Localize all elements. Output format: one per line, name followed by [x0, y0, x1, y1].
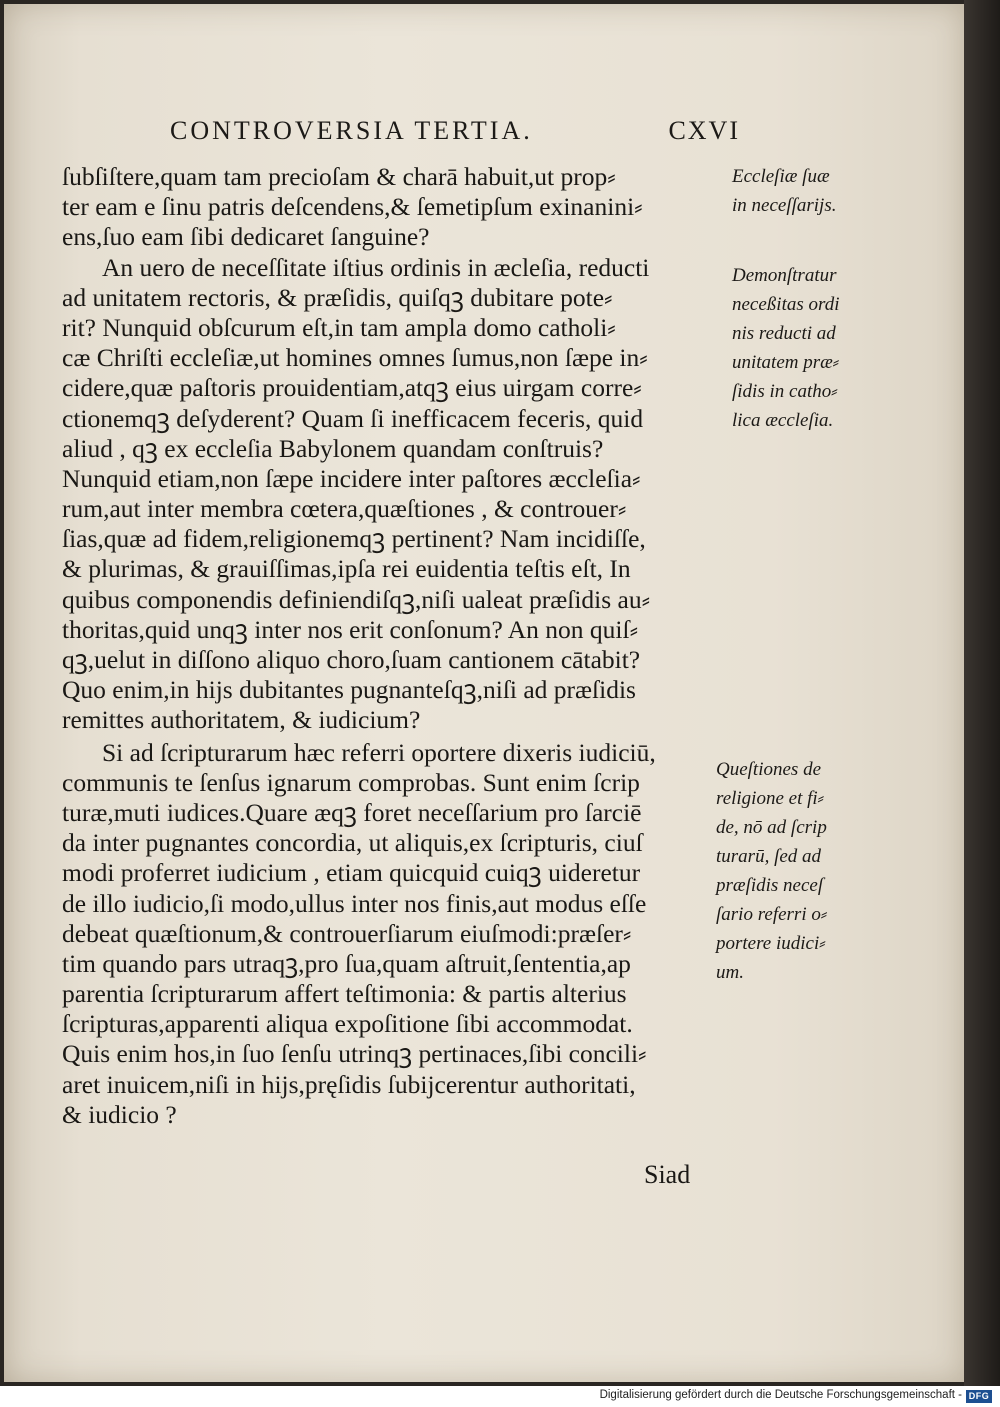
marginal-line: um. [716, 962, 744, 983]
marginal-line: Eccleſiæ ſuæ [732, 166, 830, 187]
running-title: CONTROVERSIA TERTIA. [170, 116, 533, 145]
text-line: rum,aut inter membra cœtera,quæſtiones , & controuer⸗ [62, 494, 627, 524]
text-line: modi proferret iudicium , etiam quicquid cuiqꝫ uideretur [62, 858, 641, 888]
marginal-line: ſidis in catho⸗ [732, 381, 838, 402]
text-line: rit? Nunquid obſcurum eſt,in tam ampla domo catholi⸗ [62, 312, 616, 342]
marginal-line: neceßitas ordi [732, 294, 840, 315]
text-line: tim quando pars utraqꝫ,pro ſua,quam aſtruit,ſententia,ap [62, 948, 631, 978]
marginal-line: nis reducti ad [732, 323, 836, 344]
text-line: ſcripturas,apparenti aliqua expoſitione ſibi accommodat. [62, 1009, 633, 1039]
page-edge-shadow [964, 0, 1000, 1386]
marginal-note-3 [716, 755, 827, 987]
text-line: Quis enim hos,in ſuo ſenſu utrinqꝫ pertinaces,ſibi concili⸗ [62, 1039, 647, 1069]
text-line: cidere,quæ paſtoris prouidentiam,atqꝫ eius uirgam corre⸗ [62, 373, 642, 403]
marginal-line: unitatem præ⸗ [732, 352, 840, 373]
text-line: cæ Chriſti eccleſiæ,ut homines omnes ſumus,non ſæpe in⸗ [62, 343, 648, 373]
marginal-line: ſario referri o⸗ [716, 904, 828, 925]
text-line: aliud , qꝫ ex eccleſia Babylonem quandam conſtruis? [62, 433, 604, 463]
text-line: ens,ſuo eam ſibi dedicaret ſanguine? [62, 222, 430, 252]
marginal-line: turarū, ſed ad [716, 846, 822, 867]
text-line: ter eam e ſinu patris deſcendens,& ſemetipſum exinanini⸗ [62, 192, 643, 222]
folio-number: CXVI [668, 116, 740, 145]
marginal-line: religione et fi⸗ [716, 788, 824, 809]
main-text-block [62, 162, 722, 1130]
marginal-note-1 [732, 162, 836, 220]
digitization-footer [0, 1386, 1000, 1407]
marginal-line: de, nō ad ſcrip [716, 817, 827, 838]
marginal-line: portere iudici⸗ [716, 933, 826, 954]
text-line: ſubſiſtere,quam tam precioſam & charā habuit,ut prop⸗ [62, 162, 616, 191]
running-head [170, 116, 740, 156]
catchword: Siad [644, 1160, 691, 1189]
marginal-line: Queſtiones de [716, 759, 822, 780]
marginal-line: præſidis neceſ [716, 875, 824, 896]
text-line: aret inuicem,niſi in hijs,pręſidis ſubijcerentur authoritati, [62, 1069, 636, 1099]
marginal-line: Demonſtratur [732, 265, 837, 286]
footer-credit: Digitalisierung gefördert durch die Deutsche Forschungsgemeinschaft - [599, 1389, 962, 1401]
text-line: parentia ſcripturarum affert teſtimonia: & partis alterius [62, 979, 627, 1009]
text-line: thoritas,quid unqꝫ inter nos erit conſonum? An non quiſ⸗ [62, 614, 639, 644]
text-line: communis te ſenſus ignarum comprobas. Sunt enim ſcrip [62, 767, 640, 797]
text-line: ſias,quæ ad fidem,religionemqꝫ pertinent? Nam incidiſſe, [62, 524, 646, 554]
marginal-line: in neceſſarijs. [732, 195, 837, 216]
text-line: ctionemqꝫ deſyderent? Quam ſi inefficacem feceris, quid [62, 403, 644, 433]
text-line: & iudicio ? [62, 1099, 177, 1129]
text-line: de illo iudicio,ſi modo,ullus inter nos finis,aut modus eſſe [62, 888, 647, 918]
text-line: & plurimas, & grauiſſimas,ipſa rei euidentia teſtis eſt, In [62, 554, 631, 584]
paragraph-start-line: An uero de neceſſitate iſtius ordinis in æcleſia, reducti [102, 252, 650, 282]
dfg-logo: DFG [966, 1390, 992, 1403]
marginal-line: lica æccleſia. [732, 410, 834, 431]
text-line: qꝫ,uelut in diſſono aliquo choro,ſuam cantionem cātabit? [62, 645, 641, 674]
text-line: Nunquid etiam,non ſæpe incidere inter paſtores æccleſia⸗ [62, 463, 641, 493]
text-line: remittes authoritatem, & iudicium? [62, 705, 421, 735]
text-line: ad unitatem rectoris, & præſidis, quiſqꝫ dubitare pote⸗ [62, 282, 613, 312]
book-page [4, 4, 964, 1382]
text-line: turæ,muti iudices.Quare æqꝫ foret neceſſarium pro ſarciē [62, 797, 642, 827]
text-line: Quo enim,in hijs dubitantes pugnanteſqꝫ,niſi ad præſidis [62, 675, 636, 705]
text-line: debeat quæſtionum,& controuerſiarum eiuſmodi:præſer⸗ [62, 918, 632, 948]
paragraph-start-line: Si ad ſcripturarum hæc referri oportere dixeris iudiciū, [102, 737, 656, 767]
text-line: quibus componendis definiendiſqꝫ,niſi ualeat præſidis au⸗ [62, 584, 651, 614]
marginal-note-2 [732, 261, 839, 435]
text-line: da inter pugnantes concordia, ut aliquis,ex ſcripturis, ciuſ [62, 828, 643, 858]
